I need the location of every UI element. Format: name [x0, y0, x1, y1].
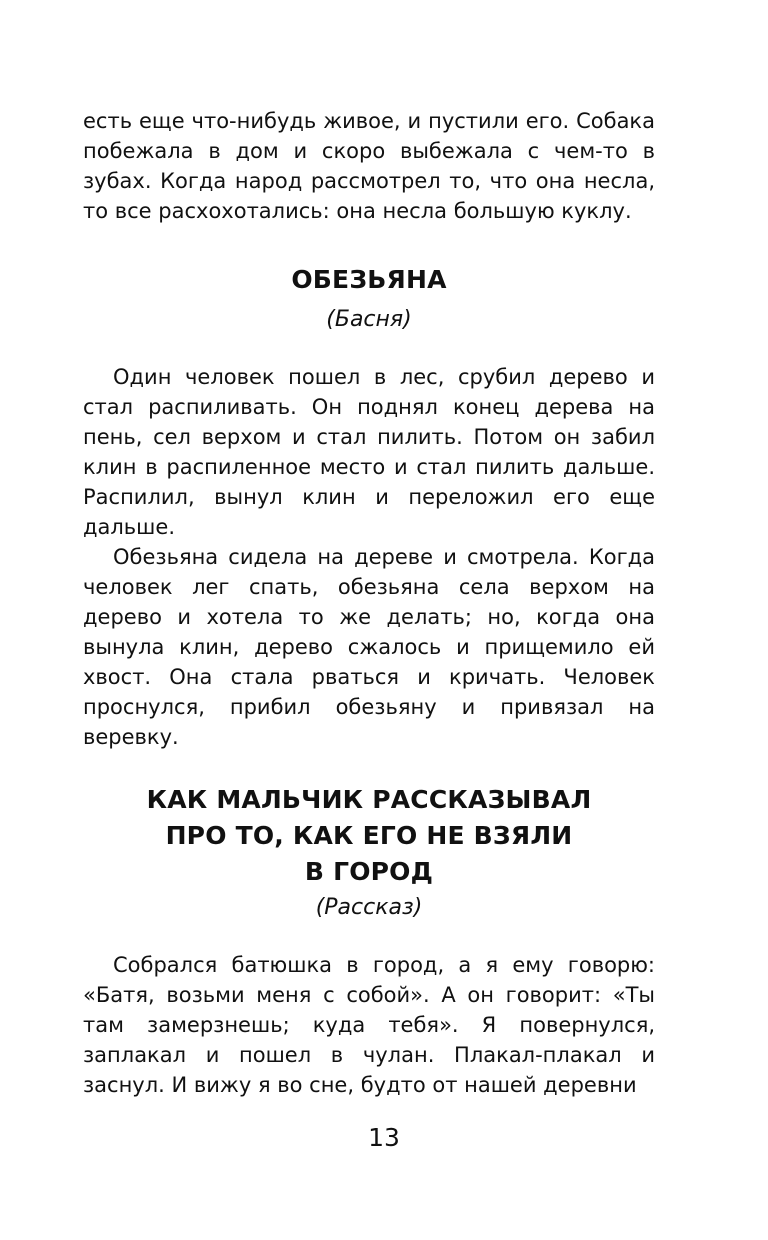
page-number: 13	[368, 1123, 400, 1152]
section-subtitle: (Басня)	[326, 307, 412, 332]
section-title-line: В ГОРОД	[304, 857, 434, 886]
section-obezyana	[83, 262, 655, 752]
paragraph: Собрался батюшка в город, а я ему говорю: «Батя, возьми меня с собой». А он говорит: «Ты там замерзнешь; куда тебя». Я повернулся, заплакал и пошел в чулан. Плакал-плакал и заснул. И вижу я во сне, будто от нашей деревни	[83, 953, 655, 1097]
section-kak-malchik	[83, 782, 655, 1100]
page-body	[83, 106, 655, 1100]
paragraph: Один человек пошел в лес, срубил дерево и стал распиливать. Он поднял конец дерева на пень, сел верхом и стал пилить. Потом он забил клин в распиленное место и стал пилить дальше. Распилил, вынул клин и переложил его еще дальше.	[83, 365, 655, 539]
section-subtitle: (Рассказ)	[315, 895, 423, 920]
section-title-line: КАК МАЛЬЧИК РАССКАЗЫВАЛ	[146, 785, 592, 814]
section-title-line: ПРО ТО, КАК ЕГО НЕ ВЗЯЛИ	[165, 821, 573, 850]
paragraph: Обезьяна сидела на дереве и смотрела. Когда человек лег спать, обезьяна села верхом на дерево и хотела то же делать; но, когда она вынула клин, дерево сжалось и прищемило ей хвост. Она стала рваться и кричать. Человек проснулся, прибил обезьяну и привязал на веревку.	[83, 545, 655, 749]
section-title: ОБЕЗЬЯНА	[291, 265, 447, 294]
continuation-paragraph: есть еще что-нибудь живое, и пустили его. Собака побежала в дом и скоро выбежала с чем-то в зубах. Когда народ рассмотрел то, что она несла, то все расхохотались: она несла большую куклу.	[83, 109, 655, 223]
